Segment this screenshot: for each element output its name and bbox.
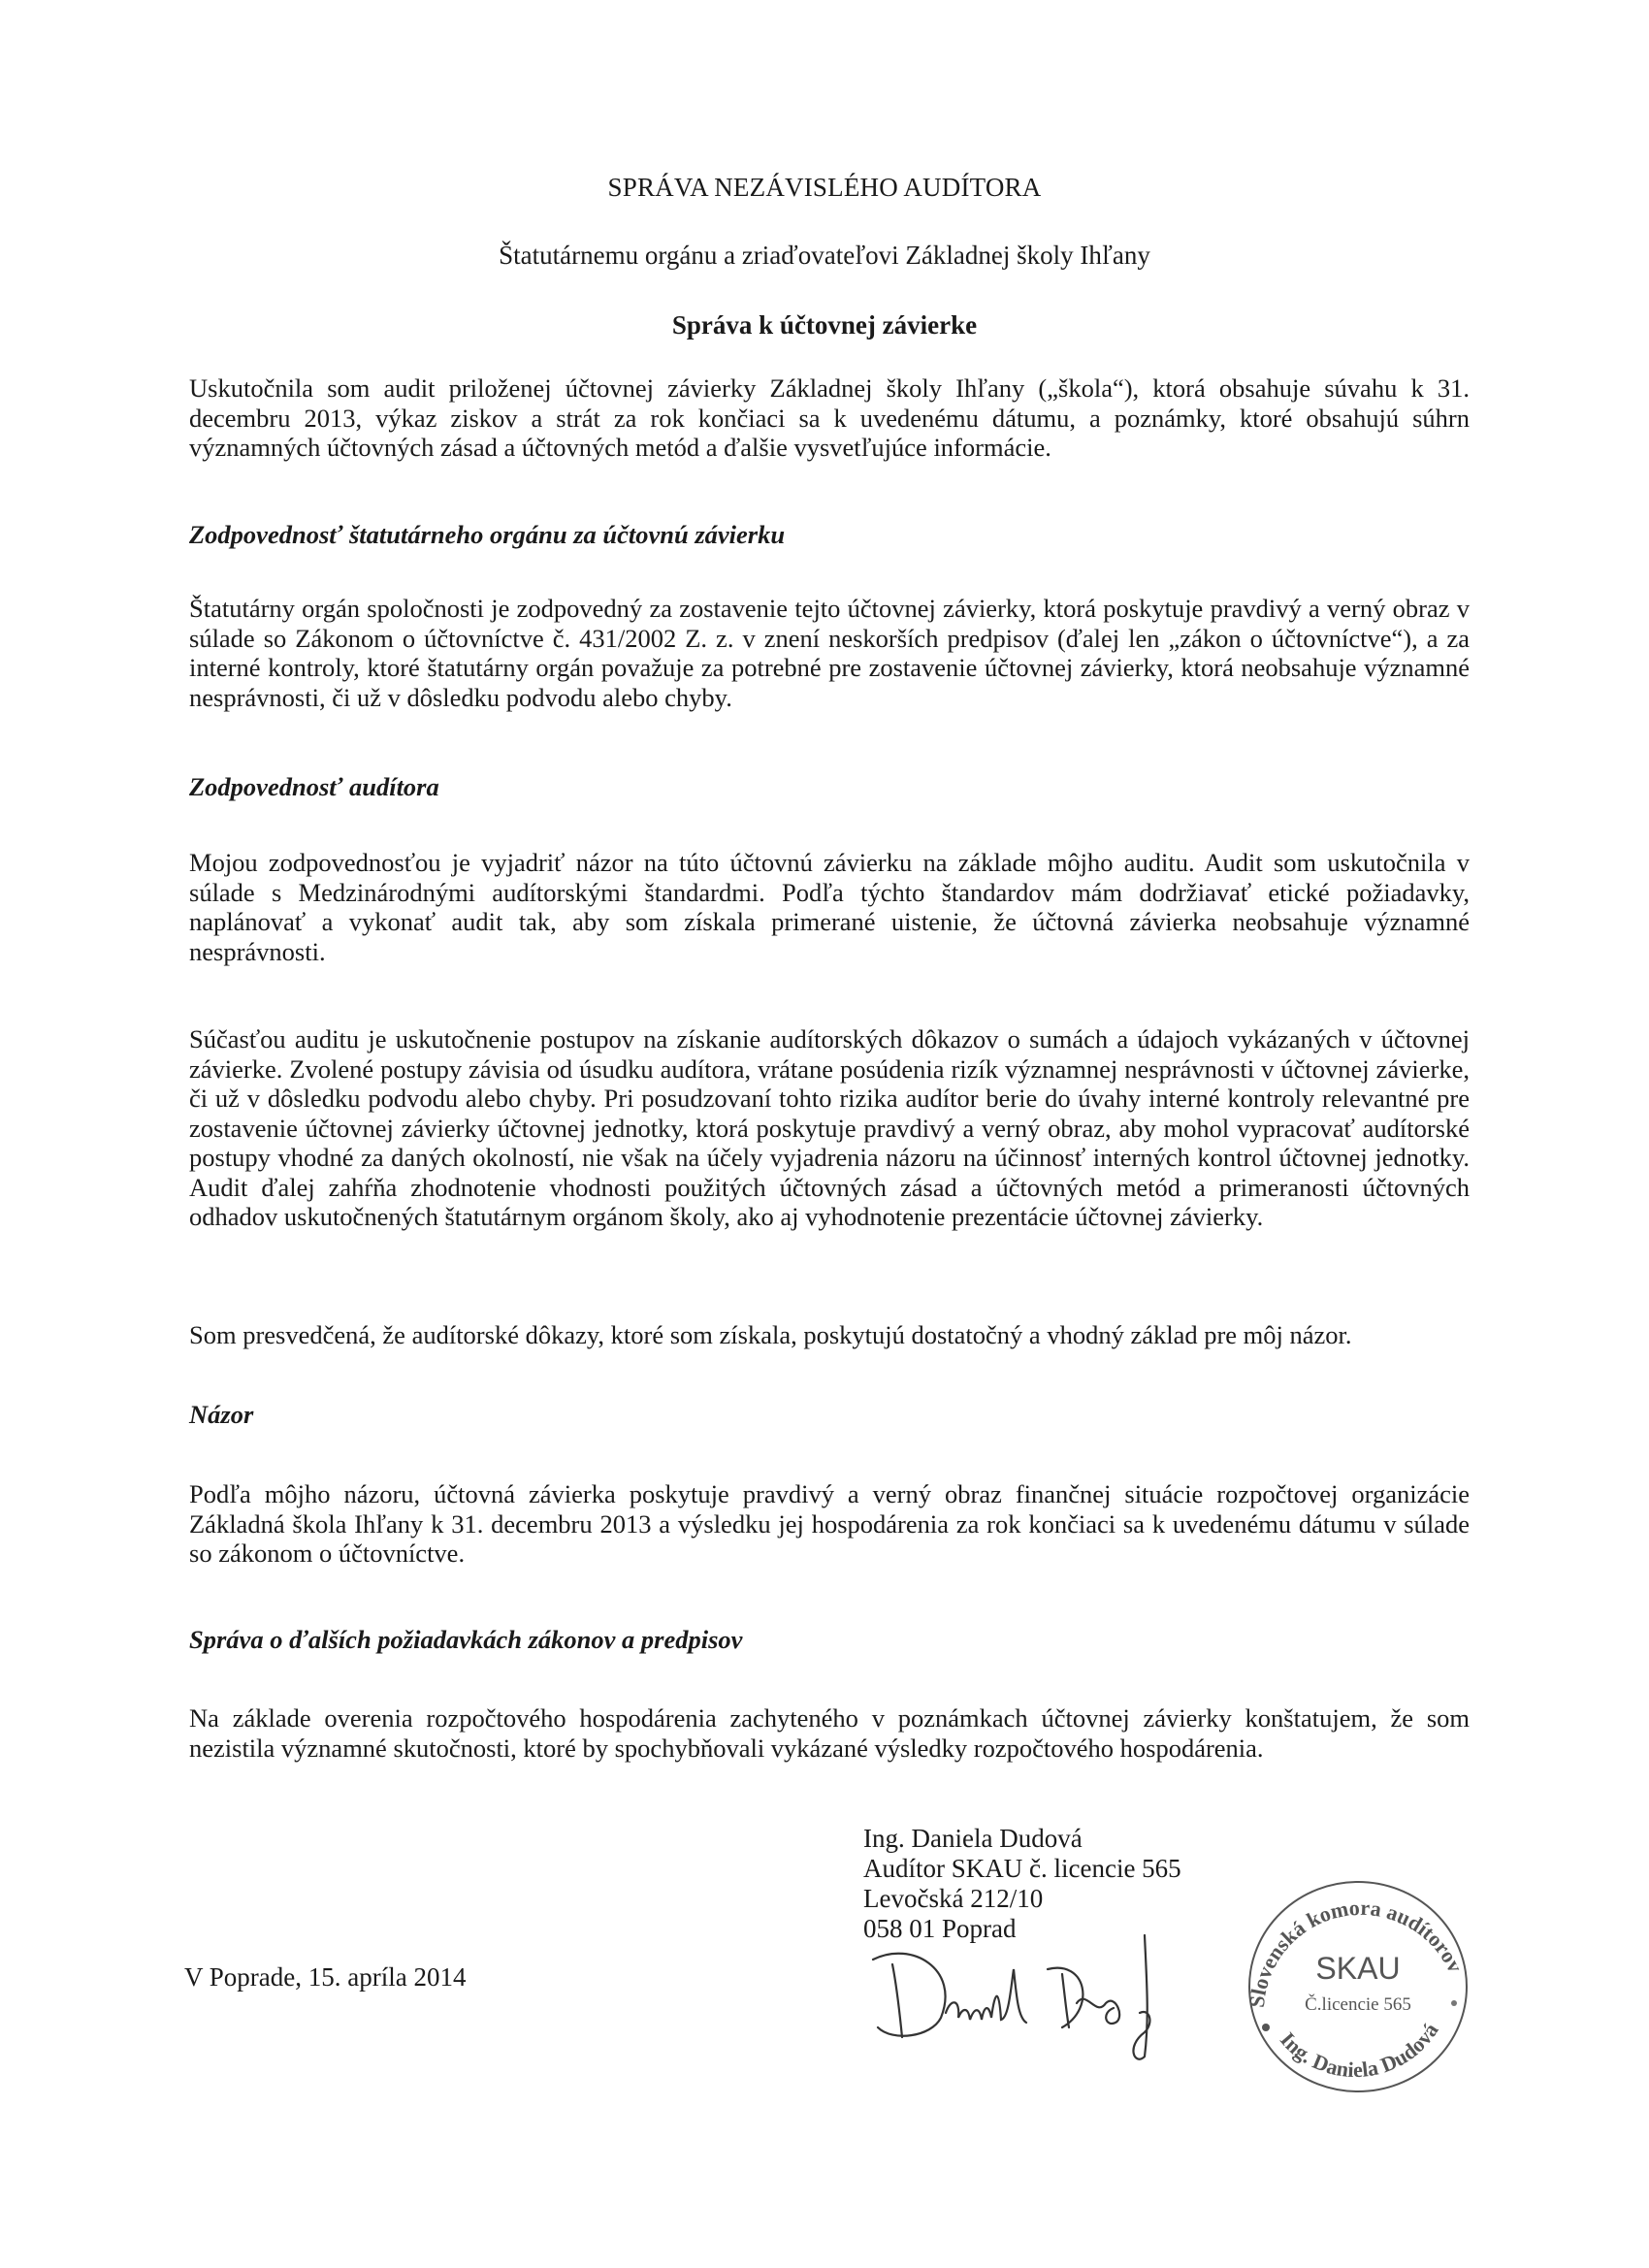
auditor-responsibility-paragraph-3 (189, 1320, 1470, 1350)
paragraph: Na základe overenia rozpočtového hospodárenia zachyteného v poznámkach účtovnej závierky konštatujem, že som nezistila významné skutočnosti, ktoré by spochybňovali vykázané výsledky rozpočtového hospodárenia. (189, 1703, 1470, 1763)
report-subtitle: Správa k účtovnej závierke (671, 310, 978, 340)
signatory-license: Audítor SKAU č. licencie 565 (863, 1854, 1181, 1883)
stamp-center-text: SKAU (1315, 1951, 1401, 1986)
place-and-date: V Poprade, 15. apríla 2014 (184, 1962, 467, 1992)
stamp-top-arc: Slovenská komora audítorov (1244, 1895, 1469, 2009)
section-heading-opinion: Názor (189, 1400, 254, 1429)
auditor-responsibility-paragraph-1 (189, 848, 1470, 966)
management-responsibility-paragraph (189, 594, 1470, 712)
handwritten-signature-icon (854, 1930, 1203, 2066)
auditor-responsibility-paragraph-2 (189, 1024, 1470, 1232)
section-heading-other-requirements: Správa o ďalších požiadavkách zákonov a predpisov (189, 1625, 743, 1654)
other-requirements-paragraph (189, 1703, 1470, 1763)
intro-text: Uskutočnila som audit priloženej účtovnej závierky Základnej školy Ihľany („škola“), ktorá obsahuje súvahu k 31. decembru 2013, výkaz ziskov a strát za rok končiaci sa k uvedenému dátumu, a poznámky, ktoré obsahujú súhrn významných účtovných zásad a účtovných metód a ďalšie vysvetľujúce informácie. (189, 373, 1470, 462)
intro-paragraph (189, 373, 1470, 463)
section-heading-auditor-responsibility: Zodpovednosť audítora (189, 772, 439, 801)
signatory-name: Ing. Daniela Dudová (863, 1824, 1083, 1853)
paragraph: Mojou zodpovednosťou je vyjadriť názor na túto účtovnú závierku na základe môjho auditu. Audit som uskutočnila v súlade s Medzinárodnými audítorskými štandardmi. Podľa týchto štandardov mám dodržiavať etické požiadavky, naplánovať a vykonať audit tak, aby som získala primerané uistenie, že účtovná závierka neobsahuje významné nesprávnosti. (189, 848, 1470, 966)
stamp-license-text: Č.licencie 565 (1305, 1994, 1411, 2015)
signatory-city: 058 01 Poprad (863, 1914, 1017, 1943)
signatory-street: Levočská 212/10 (863, 1884, 1044, 1913)
auditor-stamp-icon (1227, 1863, 1489, 2105)
svg-text:Ing. Daniela Dudová (1276, 2019, 1443, 2082)
stamp-bottom-arc: Ing. Daniela Dudová (1275, 2018, 1443, 2083)
paragraph: Podľa môjho názoru, účtovná závierka poskytuje pravdivý a verný obraz finančnej situácie rozpočtovej organizácie Základná škola Ihľany k 31. decembru 2013 a výsledku jej hospodárenia za rok končiaci sa k uvedenému dátumu v súlade so zákonom o účtovníctve. (189, 1479, 1470, 1568)
paragraph: Som presvedčená, že audítorské dôkazy, ktoré som získala, poskytujú dostatočný a vhodný základ pre môj názor. (189, 1320, 1352, 1349)
document-title: SPRÁVA NEZÁVISLÉHO AUDÍTORA (607, 173, 1042, 202)
paragraph: Štatutárny orgán spoločnosti je zodpovedný za zostavenie tejto účtovnej závierky, ktorá poskytuje pravdivý a verný obraz v súlade so Zákonom o účtovníctve č. 431/2002 Z. z. v znení neskorších predpisov (ďalej len „zákon o účtovníctve“), a za interné kontroly, ktoré štatutárny orgán považuje za potrebné pre zostavenie účtovnej závierky, ktorá neobsahuje významné nesprávnosti, či už v dôsledku podvodu alebo chyby. (189, 594, 1470, 712)
opinion-paragraph (189, 1479, 1470, 1569)
signatory-block (863, 1824, 1181, 1944)
section-heading-management-responsibility: Zodpovednosť štatutárneho orgánu za účtovnú závierku (189, 520, 786, 549)
paragraph: Súčasťou auditu je uskutočnenie postupov na získanie audítorských dôkazov o sumách a údajoch vykázaných v účtovnej závierke. Zvolené postupy závisia od úsudku audítora, vrátane posúdenia rizík významnej nesprávnosti v účtovnej závierke, či už v dôsledku podvodu alebo chyby. Pri posudzovaní tohto rizika audítor berie do úvahy interné kontroly relevantné pre zostavenie účtovnej závierky účtovnej jednotky, ktorá poskytuje pravdivý a verný obraz, aby mohol vypracovať audítorské postupy vhodné za daných okolností, nie však na účely vyjadrenia názoru na účinnosť interných kontrol účtovnej jednotky. Audit ďalej zahŕňa zhodnotenie vhodnosti použitých účtovných zásad a účtovných metód a primeranosti účtovných odhadov uskutočnených štatutárnym orgánom školy, ako aj vyhodnotenie prezentácie účtovnej závierky. (189, 1024, 1470, 1231)
addressee: Štatutárnemu orgánu a zriaďovateľovi Základnej školy Ihľany (499, 241, 1150, 270)
